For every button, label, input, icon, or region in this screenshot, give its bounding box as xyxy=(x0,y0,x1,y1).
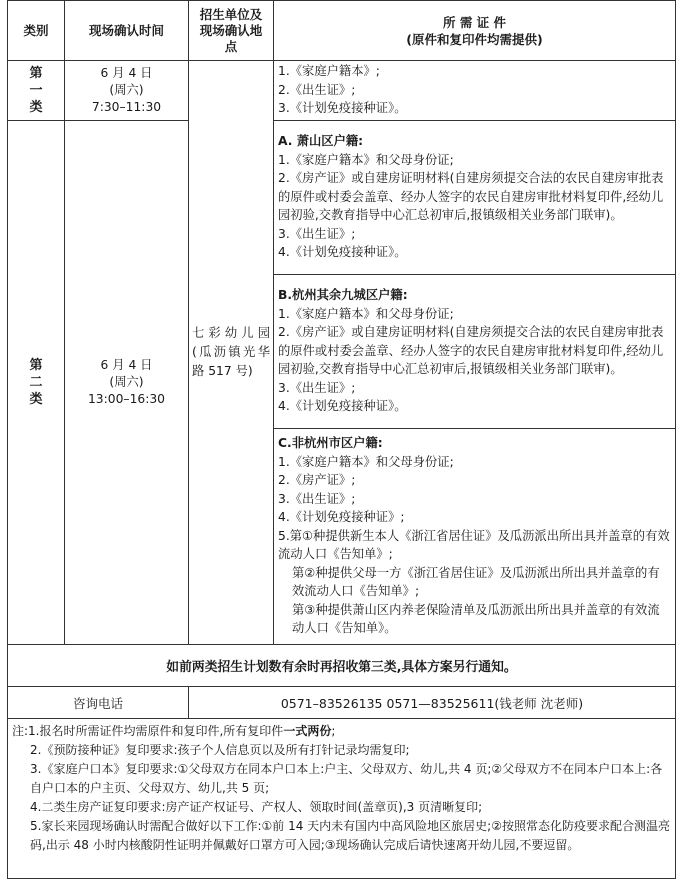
note-1-emphasis: 一式两份 xyxy=(283,724,332,738)
phone-numbers: 0571–83526135 0571—83525611(钱老师 沈老师) xyxy=(189,687,676,719)
section-c-title: C.非杭州市区户籍: xyxy=(278,436,383,451)
header-docs xyxy=(274,1,676,61)
doc-line: 3.《出生证》; xyxy=(278,380,356,395)
note-5: 5.家长来园现场确认时需配合做好以下工作:①前 14 天内未有国内中高风险地区旅居史;②按照常态化防疫要求配合测温亮码,出示 48 小时内核酸阴性证明并佩戴好口罩方可入园;③现场确认完成后请快速离开幼儿园,不要逗留。 xyxy=(30,819,670,852)
category-2-char: 第 xyxy=(29,358,43,373)
doc-line: 1.《家庭户籍本》和父母身份证; xyxy=(278,306,454,321)
category-1-hours: 7:30–11:30 xyxy=(91,100,162,114)
doc-line: 3.《计划免疫接种证》。 xyxy=(278,101,407,116)
note-1-end: ; xyxy=(331,724,336,738)
category-1-row xyxy=(8,61,676,121)
doc-line: 2.《出生证》; xyxy=(278,82,356,97)
category-1-time xyxy=(65,61,189,121)
note-1 xyxy=(12,722,671,741)
doc-line: 5.第①种提供新生本人《浙江省居住证》及瓜沥派出所出具并盖章的有效流动人口《告知单》; xyxy=(278,528,670,562)
doc-line: 2.《房产证》; xyxy=(278,473,356,488)
category-2-weekday: (周六) xyxy=(109,375,144,389)
category-1-docs xyxy=(274,61,676,121)
doc-line: 2.《房产证》或自建房证明材料(自建房须提交合法的农民自建房审批表的原件或村委会盖章、经办人签字的农民自建房审批材料复印件,经幼儿园初验,交教育指导中心汇总初审后,报镇级相关业务部门联审)。 xyxy=(278,171,664,223)
enrollment-table xyxy=(7,0,676,879)
section-c-docs xyxy=(274,429,676,645)
category-2-date: 6 月 4 日 xyxy=(100,358,153,372)
notes-row xyxy=(8,719,676,879)
header-docs-subtitle: (原件和复印件均需提供) xyxy=(406,31,543,47)
doc-line: 4.《计划免疫接种证》; xyxy=(278,510,405,525)
category-1-char: 第 xyxy=(29,66,43,81)
note-2: 2.《预防接种证》复印要求:孩子个人信息页以及所有打针记录均需复印; xyxy=(30,743,410,757)
note-4: 4.二类生房产证复印要求:房产证产权证号、产权人、领取时间(盖章页),3 页清晰复印; xyxy=(30,800,483,814)
section-a-title: A. 萧山区户籍: xyxy=(278,134,364,149)
doc-line: 3.《出生证》; xyxy=(278,226,356,241)
enrollment-unit: 七彩幼儿园(瓜沥镇光华路 517 号) xyxy=(189,61,274,645)
note-3: 3.《家庭户口本》复印要求:①父母双方在同本户口本上:户主、父母双方、幼儿,共 4 页;②父母双方不在同本户口本上:各自户口本的户主页、父母双方、幼儿,共 5 页; xyxy=(30,762,663,795)
category-1-char: 类 xyxy=(29,100,43,115)
category-1-label xyxy=(8,61,65,121)
category-2-time xyxy=(65,121,189,645)
doc-line: 4.《计划免疫接种证》。 xyxy=(278,399,407,414)
phone-row xyxy=(8,687,676,719)
doc-line: 3.《出生证》; xyxy=(278,491,356,506)
doc-line: 第②种提供父母一方《浙江省居住证》及瓜沥派出所出具并盖章的有效流动人口《告知单》; xyxy=(292,565,660,599)
category-2-char: 类 xyxy=(29,392,43,407)
doc-line: 第③种提供萧山区内养老保险清单及瓜沥派出所出具并盖章的有效流动人口《告知单》。 xyxy=(292,602,660,636)
header-category: 类别 xyxy=(8,1,65,61)
section-b-title: B.杭州其余九城区户籍: xyxy=(278,288,408,303)
doc-line: 2.《房产证》或自建房证明材料(自建房须提交合法的农民自建房审批表的原件或村委会盖章、经办人签字的农民自建房审批材料复印件,经幼儿园初验,交教育指导中心汇总初审后,报镇级相关业务部门联审)。 xyxy=(278,325,664,377)
header-docs-title: 所 需 证 件 xyxy=(442,14,507,30)
doc-line: 1.《家庭户籍本》; xyxy=(278,64,380,79)
category-1-date: 6 月 4 日 xyxy=(100,66,153,80)
plan-notice: 如前两类招生计划数有余时再招收第三类,具体方案另行通知。 xyxy=(8,645,676,687)
category-2-label xyxy=(8,121,65,645)
doc-line: 4.《计划免疫接种证》。 xyxy=(278,245,407,260)
category-2-hours: 13:00–16:30 xyxy=(87,392,166,406)
header-row xyxy=(8,1,676,61)
section-a-docs xyxy=(274,121,676,275)
header-time: 现场确认时间 xyxy=(65,1,189,61)
category-2-row-a xyxy=(8,121,676,275)
category-1-char: 一 xyxy=(29,83,43,98)
category-2-char: 二 xyxy=(29,375,43,390)
phone-label: 咨询电话 xyxy=(8,687,189,719)
section-b-docs xyxy=(274,275,676,429)
doc-line: 1.《家庭户籍本》和父母身份证; xyxy=(278,152,454,167)
category-1-weekday: (周六) xyxy=(109,83,144,97)
note-1-text: 注:1.报名时所需证件均需原件和复印件,所有复印件 xyxy=(12,724,284,738)
doc-line: 1.《家庭户籍本》和父母身份证; xyxy=(278,454,454,469)
notes xyxy=(8,719,676,879)
plan-row xyxy=(8,645,676,687)
header-unit: 招生单位及现场确认地点 xyxy=(189,1,274,61)
